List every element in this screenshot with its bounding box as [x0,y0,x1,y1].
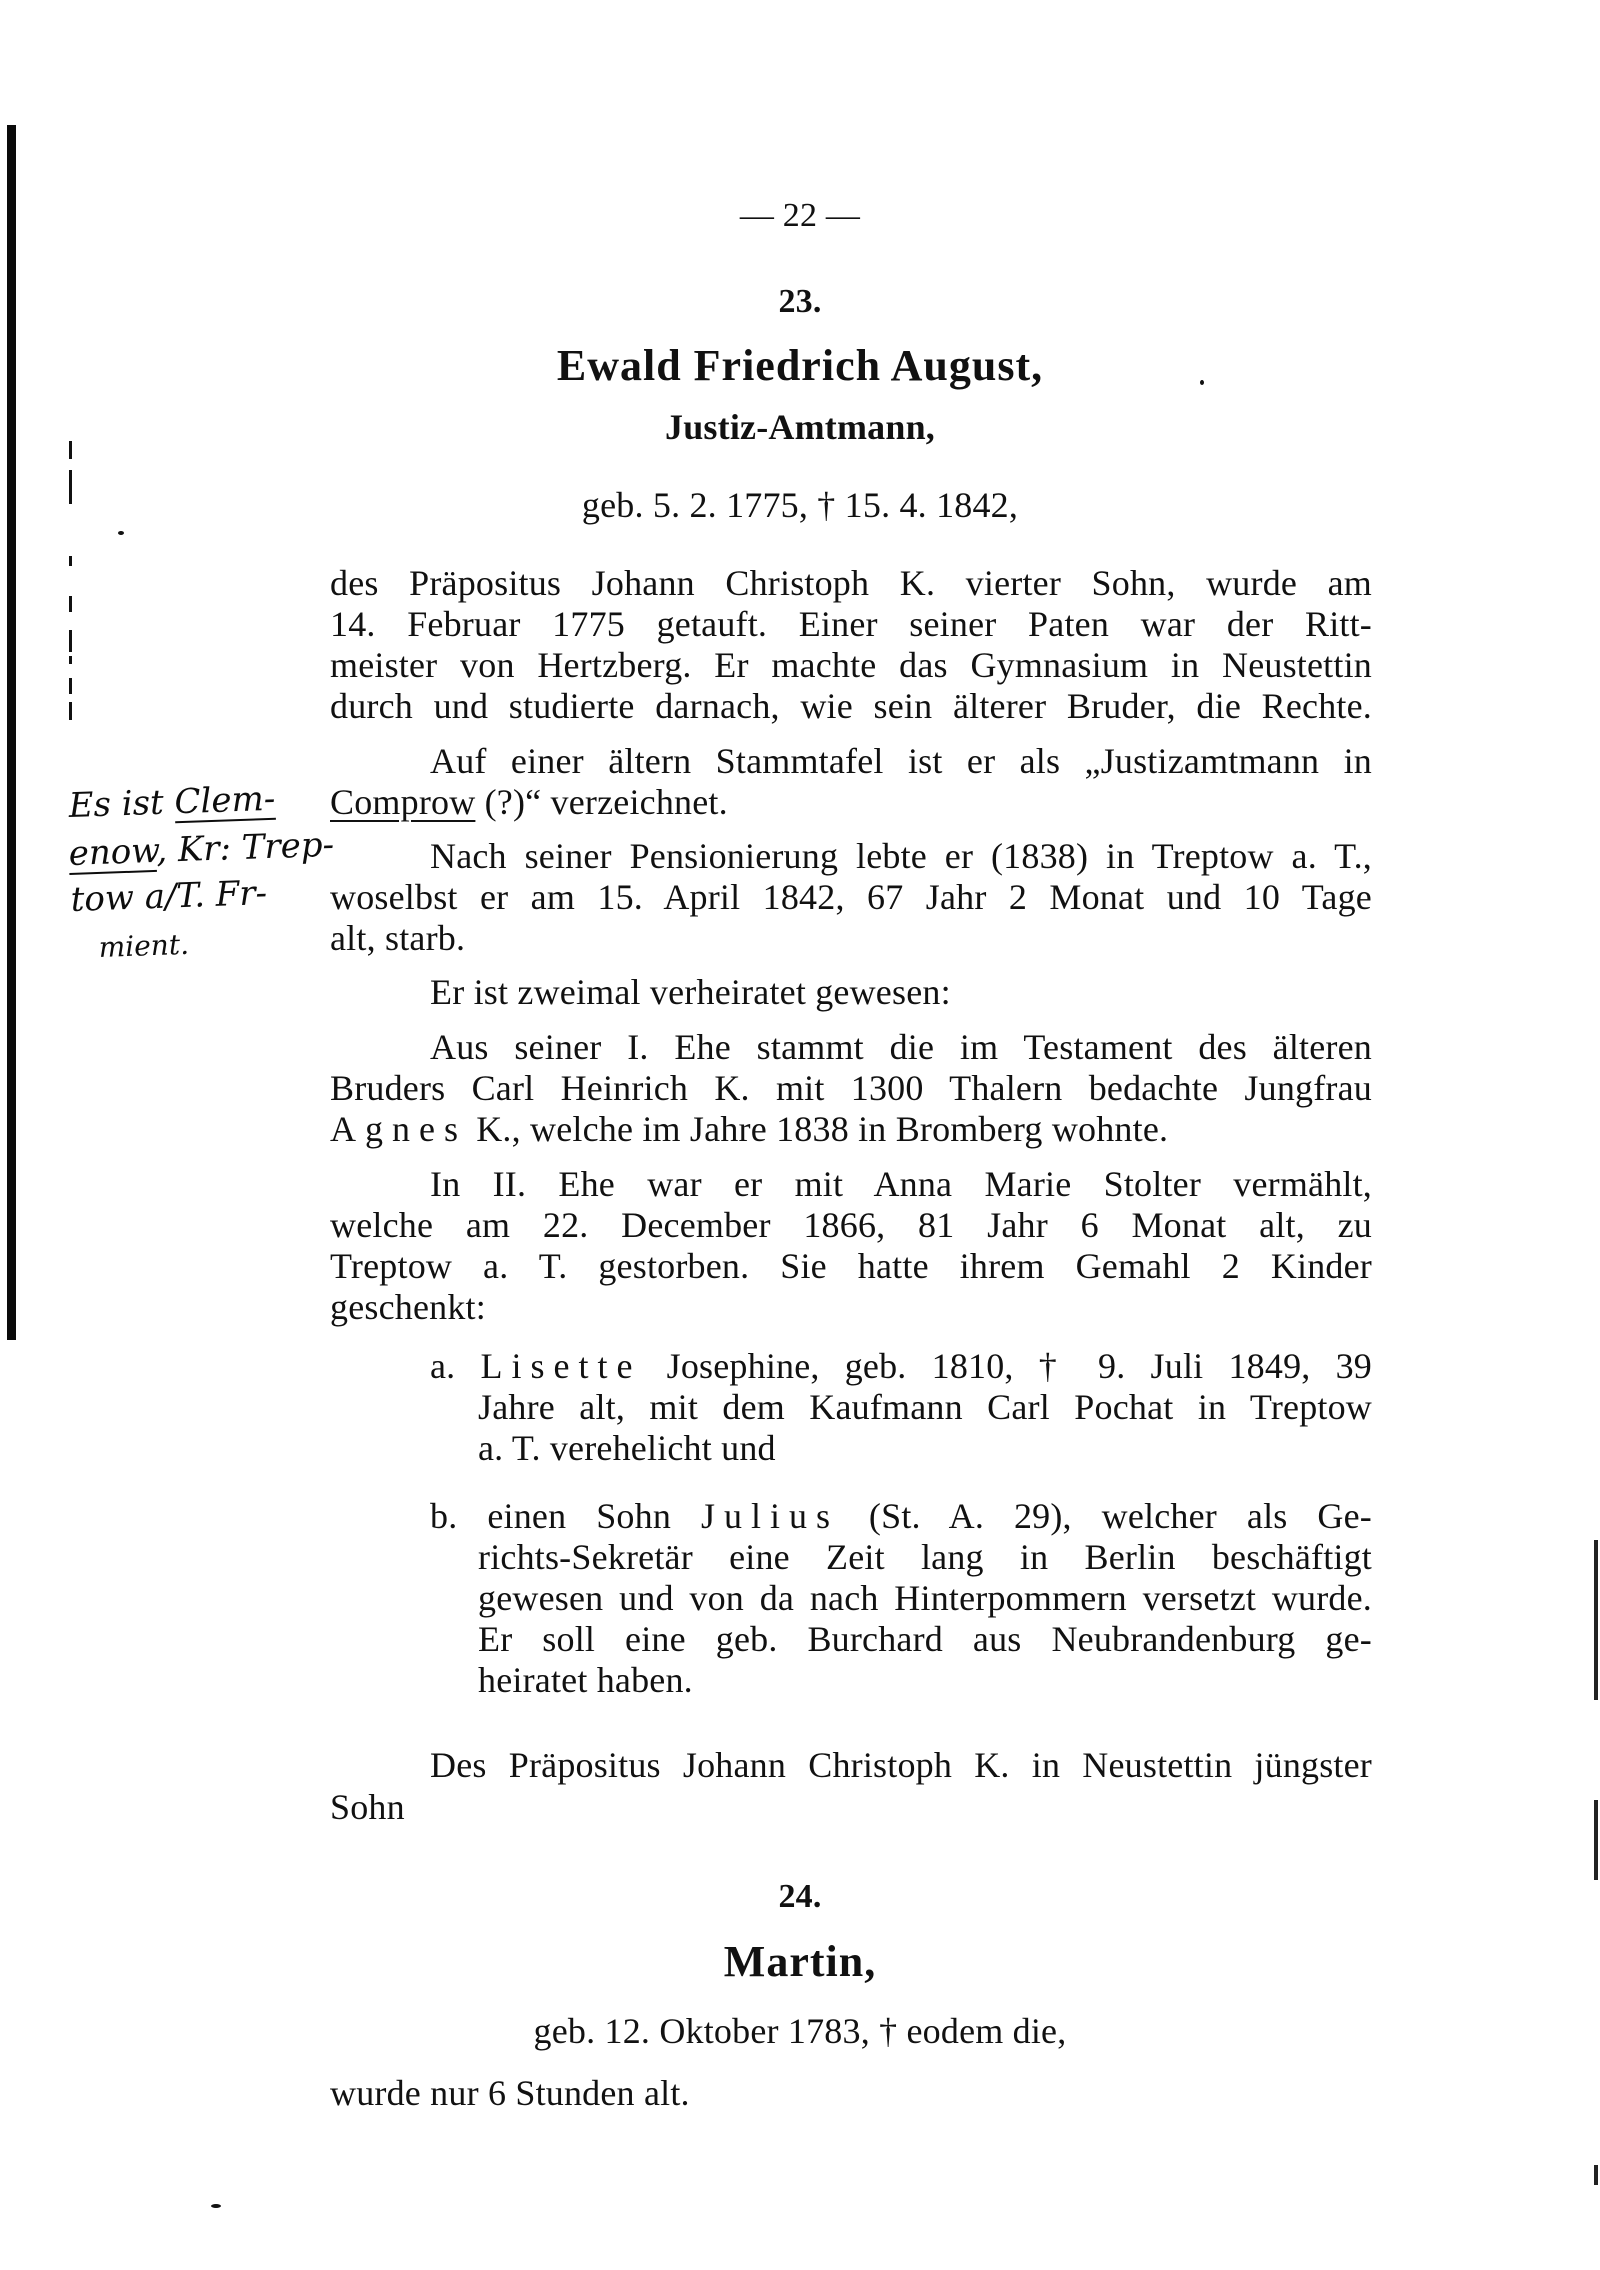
ink-speck [211,2204,221,2208]
entry-dates: geb. 12. Oktober 1783, † eodem die, [533,2011,1067,2051]
body-line: Agnes K., welche im Jahre 1838 in Bromberg wohnte. [330,1109,1169,1149]
entry-number: 23. [778,283,822,320]
body-line: a. T. verehelicht und [478,1428,776,1468]
body-line: Nach seiner Pensionierung lebte er (1838) in Treptow a. T., [430,836,1372,876]
body-line: geschenkt: [330,1287,486,1327]
body-line: Er ist zweimal verheiratet gewesen: [430,972,951,1012]
body-line: Comprow (?)“ verzeichnet. [330,782,728,822]
margin-mark [69,656,72,664]
body-line: richts-Sekretär eine Zeit lang in Berlin beschäftigt [478,1537,1372,1577]
page-number: — 22 — [739,197,861,234]
margin-mark [69,556,72,566]
body-line: alt, starb. [330,918,466,958]
margin-mark [69,630,72,652]
entry-number: 24. [778,1878,822,1915]
body-line: gewesen und von da nach Hinterpommern versetzt wurde. [478,1578,1372,1618]
margin-note-line: tow a/T. Fr- [70,873,268,920]
entry-occupation: Justiz-Amtmann, [665,407,935,447]
scan-edge-bar-right [1594,1800,1598,1880]
body-line: Jahre alt, mit dem Kaufmann Carl Pochat in Treptow [478,1387,1372,1427]
entry-dates: geb. 5. 2. 1775, † 15. 4. 1842, [581,485,1019,525]
scan-edge-bar-right [1594,1540,1598,1700]
list-marker: a. [430,1346,456,1386]
body-line: meister von Hertzberg. Er machte das Gymnasium in Neustettin [330,645,1372,685]
body-line: woselbst er am 15. April 1842, 67 Jahr 2 Monat und 10 Tage [330,877,1372,917]
entry-name-heading: Martin, [723,1937,877,1986]
margin-note-line: Es ist Clem- [68,778,276,826]
body-line: Auf einer ältern Stammtafel ist er als „Justizamtmann in [430,741,1372,781]
margin-note-line: mient. [98,927,190,964]
scan-edge-bar-right [1594,2165,1598,2185]
body-line: heiratet haben. [478,1660,693,1700]
body-line: In II. Ehe war er mit Anna Marie Stolter vermählt, [430,1164,1372,1204]
ink-speck [118,531,124,535]
body-line: durch und studierte darnach, wie sein älterer Bruder, die Rechte. [330,686,1372,726]
body-line: welche am 22. December 1866, 81 Jahr 6 Monat alt, zu [330,1205,1372,1245]
emphasized-name: Lisette [480,1346,642,1386]
entry-name-heading: Ewald Friedrich August, [556,341,1044,390]
margin-mark [69,702,72,720]
underlined-place-name: Comprow [330,782,476,822]
emphasized-name: Julius [700,1496,839,1536]
margin-mark [69,678,72,694]
emphasized-name: Agnes [330,1109,467,1149]
list-item-b: b. einen Sohn Julius (St. A. 29), welcher als Ge- [430,1496,1372,1536]
margin-mark [69,596,72,612]
body-line: wurde nur 6 Stunden alt. [330,2073,690,2113]
body-line: Sohn [330,1787,405,1827]
list-item-a: a. Lisette Josephine, geb. 1810, † 9. Juli 1849, 39 [430,1346,1373,1386]
list-marker: b. [430,1496,458,1536]
body-line: Bruders Carl Heinrich K. mit 1300 Thalern bedachte Jungfrau [330,1068,1372,1108]
body-line: Des Präpositus Johann Christoph K. in Neustettin jüngster [430,1745,1372,1785]
body-line: Aus seiner I. Ehe stammt die im Testament des älteren [430,1027,1372,1067]
margin-note-line: enow, Kr: Trep- [68,824,335,874]
body-line: Treptow a. T. gestorben. Sie hatte ihrem Gemahl 2 Kinder [330,1246,1372,1286]
body-line: des Präpositus Johann Christoph K. vierter Sohn, wurde am [330,563,1372,603]
body-line: Er soll eine geb. Burchard aus Neubrandenburg ge- [478,1619,1372,1659]
body-line: 14. Februar 1775 getauft. Einer seiner Paten war der Ritt- [330,604,1372,644]
